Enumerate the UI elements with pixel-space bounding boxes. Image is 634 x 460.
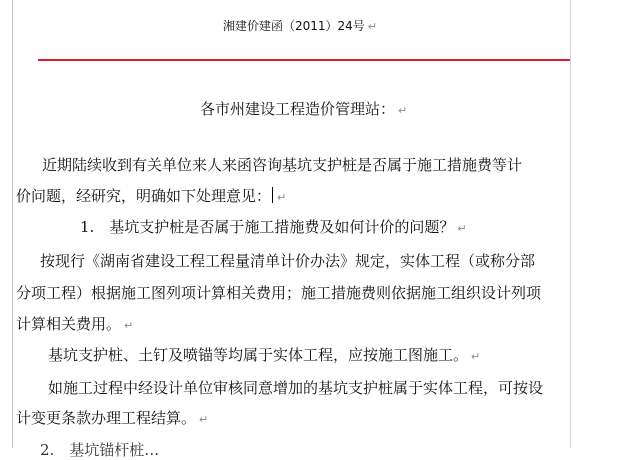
body-line-2[interactable]: 价问题，经研究，明确如下处理意见： ↵ <box>16 187 287 205</box>
body-line-1[interactable]: 近期陆续收到有关单位来人来函咨询基坑支护桩是否属于施工措施费等计 <box>42 156 523 174</box>
body-line-8[interactable]: 计变更条款办理工程结算。 ↵ <box>16 409 209 427</box>
numbered-heading-1[interactable]: 1. 基坑支护桩是否属于施工措施费及如何计价的问题？ ↵ <box>80 218 467 236</box>
body-line-4[interactable]: 分项工程）根据施工图列项计算相关费用；施工措施费则依据施工组织设计列项 <box>16 284 542 302</box>
red-header-rule <box>38 59 570 61</box>
document-number: 湘建价建函（2011）24号 ↵ <box>222 19 378 33</box>
body-line-6[interactable]: 基坑支护桩、土钉及喷锚等均属于实体工程，应按施工图施工。 ↵ <box>48 346 481 364</box>
body-line-5[interactable]: 计算相关费用。 ↵ <box>16 315 134 333</box>
page-right-margin <box>570 0 571 448</box>
body-line-3[interactable]: 按现行《湖南省建设工程工程量清单计价办法》规定，实体工程（或称分部 <box>40 252 536 270</box>
body-line-7[interactable]: 如施工过程中经设计单位审核同意增加的基坑支护桩属于实体工程，可按设 <box>48 379 544 397</box>
body-line-9-partial[interactable]: 2. 基坑锚杆桩… <box>40 441 160 459</box>
page-left-edge <box>12 0 13 448</box>
text-cursor <box>272 187 273 203</box>
salutation[interactable]: 各市州建设工程造价管理站： ↵ <box>200 100 408 118</box>
